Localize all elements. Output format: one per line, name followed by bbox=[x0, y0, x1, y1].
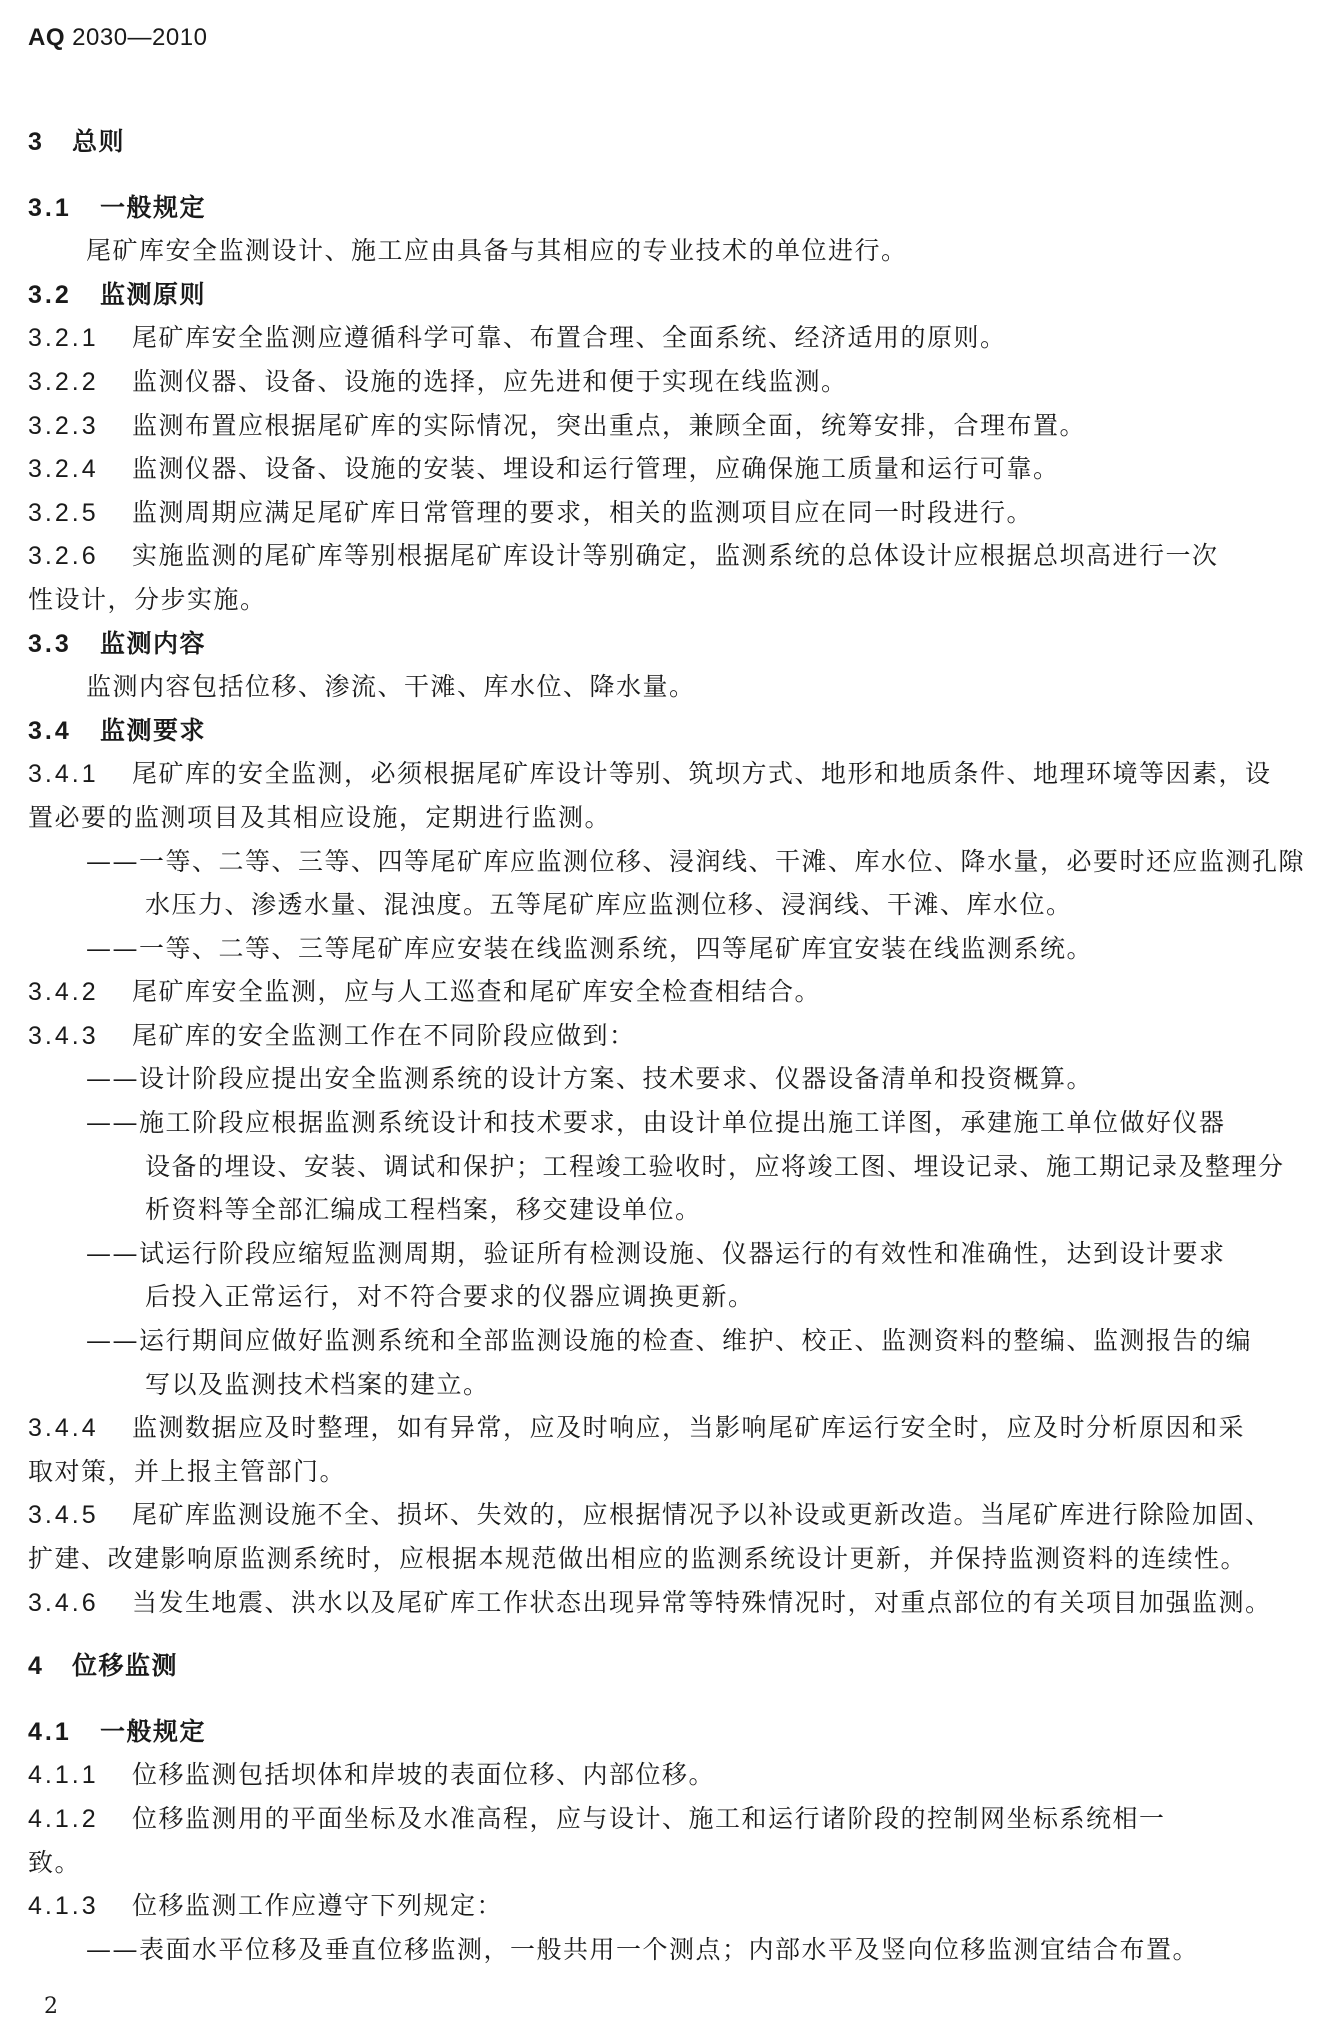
section-number: 3.1 bbox=[28, 193, 72, 222]
section-number: 3.4 bbox=[28, 716, 72, 745]
dash-item: ——一等、二等、三等尾矿库应安装在线监测系统，四等尾矿库宜安装在线监测系统。 bbox=[86, 933, 1094, 963]
clause-number: 3.2.1 bbox=[28, 324, 99, 353]
clause-number: 3.4.6 bbox=[28, 1588, 99, 1617]
chapter-number: 4 bbox=[28, 1652, 45, 1681]
dash-item-continuation: 后投入正常运行，对不符合要求的仪器应调换更新。 bbox=[145, 1282, 755, 1312]
clause-text: 尾矿库安全监测应遵循科学可靠、布置合理、全面系统、经济适用的原则。 bbox=[132, 323, 1007, 353]
clause-continuation: 扩建、改建影响原监测系统时，应根据本规范做出相应的监测系统设计更新，并保持监测资料的连续性。 bbox=[28, 1544, 1248, 1573]
clause-text: 位移监测包括坝体和岸坡的表面位移、内部位移。 bbox=[132, 1760, 716, 1790]
clause bbox=[28, 752, 1308, 796]
chapter-title: 位移监测 bbox=[72, 1651, 179, 1681]
chapter-number: 3 bbox=[28, 128, 45, 156]
dash-item-continuation: 水压力、渗透水量、混浊度。五等尾矿库应监测位移、浸润线、干滩、库水位。 bbox=[145, 890, 1073, 920]
section-title: 监测原则 bbox=[100, 279, 207, 309]
clause bbox=[28, 447, 1308, 491]
section-heading bbox=[28, 622, 1308, 666]
clause bbox=[28, 404, 1308, 448]
clause bbox=[28, 1797, 1308, 1841]
dash-item: ——设计阶段应提出安全监测系统的设计方案、技术要求、仪器设备清单和投资概算。 bbox=[86, 1064, 1094, 1094]
clause-text: 当发生地震、洪水以及尾矿库工作状态出现异常等特殊情况时，对重点部位的有关项目加强监测。 bbox=[132, 1587, 1272, 1617]
document-body bbox=[28, 120, 1308, 1971]
section-title: 一般规定 bbox=[100, 1716, 207, 1746]
section-heading bbox=[28, 1710, 1308, 1754]
section-heading bbox=[28, 186, 1308, 230]
clause-number: 4.1.1 bbox=[28, 1761, 99, 1790]
page-header bbox=[28, 24, 207, 52]
clause-text: 监测仪器、设备、设施的安装、埋设和运行管理，应确保施工质量和运行可靠。 bbox=[132, 454, 1060, 484]
dash-item: ——运行期间应做好监测系统和全部监测设施的检查、维护、校正、监测资料的整编、监测报告的编 bbox=[86, 1326, 1253, 1356]
clause-text: 尾矿库的安全监测工作在不同阶段应做到： bbox=[132, 1020, 636, 1050]
clause-text: 监测仪器、设备、设施的选择，应先进和便于实现在线监测。 bbox=[132, 366, 848, 396]
dash-item-continuation: 设备的埋设、安装、调试和保护；工程竣工验收时，应将竣工图、埋设记录、施工期记录及整理分 bbox=[145, 1151, 1285, 1181]
dash-item-continuation: 写以及监测技术档案的建立。 bbox=[145, 1369, 490, 1399]
clause-continuation: 取对策，并上报主管部门。 bbox=[28, 1456, 347, 1486]
clause bbox=[28, 491, 1308, 535]
section-number: 4.1 bbox=[28, 1717, 72, 1746]
clause-continuation: 致。 bbox=[28, 1847, 82, 1877]
dash-item: ——施工阶段应根据监测系统设计和技术要求，由设计单位提出施工详图，承建施工单位做好仪器 bbox=[86, 1108, 1226, 1138]
clause-text: 监测数据应及时整理，如有异常，应及时响应，当影响尾矿库运行安全时，应及时分析原因和采 bbox=[132, 1413, 1246, 1443]
clause-text: 尾矿库监测设施不全、损坏、失效的，应根据情况予以补设或更新改造。当尾矿库进行除险加固、 bbox=[132, 1500, 1272, 1530]
clause bbox=[28, 1406, 1308, 1450]
paragraph: 尾矿库安全监测设计、施工应由具备与其相应的专业技术的单位进行。 bbox=[86, 236, 908, 266]
clause bbox=[28, 1753, 1308, 1797]
clause-text: 尾矿库安全监测，应与人工巡查和尾矿库安全检查相结合。 bbox=[132, 977, 822, 1007]
clause bbox=[28, 970, 1308, 1014]
section-heading bbox=[28, 709, 1308, 753]
clause-text: 监测周期应满足尾矿库日常管理的要求，相关的监测项目应在同一时段进行。 bbox=[132, 497, 1034, 527]
clause-number: 4.1.3 bbox=[28, 1892, 99, 1921]
chapter-title: 总则 bbox=[72, 127, 126, 156]
clause bbox=[28, 360, 1308, 404]
section-number: 3.2 bbox=[28, 280, 72, 309]
section-number: 3.3 bbox=[28, 629, 72, 658]
dash-item: ——一等、二等、三等、四等尾矿库应监测位移、浸润线、干滩、库水位、降水量，必要时还应监测孔隙 bbox=[86, 846, 1306, 876]
paragraph: 监测内容包括位移、渗流、干滩、库水位、降水量。 bbox=[86, 672, 696, 702]
standard-code-number: 2030—2010 bbox=[65, 24, 208, 51]
section-title: 一般规定 bbox=[100, 192, 207, 222]
clause-number: 3.4.5 bbox=[28, 1501, 99, 1530]
clause-number: 3.2.6 bbox=[28, 542, 99, 571]
clause-text: 实施监测的尾矿库等别根据尾矿库设计等别确定，监测系统的总体设计应根据总坝高进行一次 bbox=[132, 541, 1219, 571]
standard-code-prefix: AQ bbox=[28, 24, 65, 51]
dash-item-continuation: 析资料等全部汇编成工程档案，移交建设单位。 bbox=[145, 1195, 702, 1225]
clause-text: 位移监测用的平面坐标及水准高程，应与设计、施工和运行诸阶段的控制网坐标系统相一 bbox=[132, 1803, 1166, 1833]
clause bbox=[28, 1014, 1308, 1058]
dash-item: ——试运行阶段应缩短监测周期，验证所有检测设施、仪器运行的有效性和准确性，达到设计要求 bbox=[86, 1238, 1226, 1268]
chapter-heading bbox=[28, 1644, 1308, 1688]
clause-number: 3.2.3 bbox=[28, 411, 99, 440]
clause bbox=[28, 316, 1308, 360]
chapter-heading bbox=[28, 120, 1308, 164]
clause bbox=[28, 1884, 1308, 1928]
clause bbox=[28, 1581, 1308, 1625]
clause-number: 3.4.1 bbox=[28, 760, 99, 789]
section-title: 监测要求 bbox=[100, 715, 207, 745]
clause-number: 3.2.5 bbox=[28, 498, 99, 527]
clause bbox=[28, 1493, 1308, 1537]
clause-number: 3.2.4 bbox=[28, 455, 99, 484]
clause-continuation: 性设计，分步实施。 bbox=[28, 584, 267, 614]
clause-number: 3.4.2 bbox=[28, 978, 99, 1007]
section-heading bbox=[28, 273, 1308, 317]
clause-text: 监测布置应根据尾矿库的实际情况，突出重点，兼顾全面，统筹安排，合理布置。 bbox=[132, 410, 1087, 440]
clause-number: 3.4.4 bbox=[28, 1414, 99, 1443]
section-title: 监测内容 bbox=[100, 628, 207, 658]
clause-text: 尾矿库的安全监测，必须根据尾矿库设计等别、筑坝方式、地形和地质条件、地理环境等因素，设 bbox=[132, 759, 1272, 789]
clause-number: 4.1.2 bbox=[28, 1804, 99, 1833]
clause-number: 3.2.2 bbox=[28, 367, 99, 396]
clause-number: 3.4.3 bbox=[28, 1021, 99, 1050]
clause-text: 位移监测工作应遵守下列规定： bbox=[132, 1891, 504, 1921]
page-number: 2 bbox=[44, 1994, 58, 2019]
clause-continuation: 置必要的监测项目及其相应设施，定期进行监测。 bbox=[28, 802, 612, 832]
dash-item: ——表面水平位移及垂直位移监测，一般共用一个测点；内部水平及竖向位移监测宜结合布置。 bbox=[86, 1934, 1200, 1964]
clause bbox=[28, 534, 1308, 578]
